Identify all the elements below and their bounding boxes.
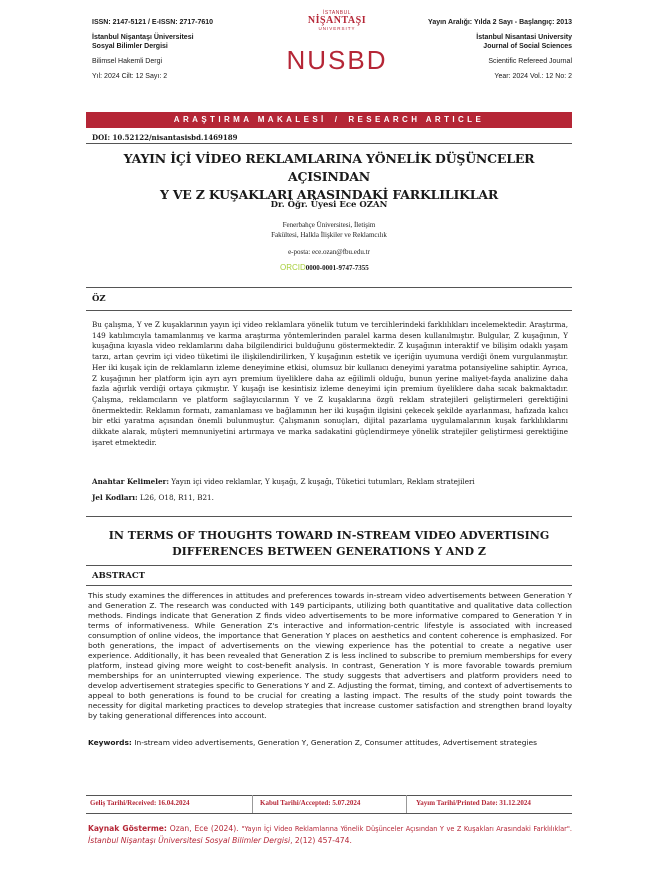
citation-journal: İstanbul Nişantaşı Üniversitesi Sosyal Bilimler Dergisi bbox=[88, 836, 291, 845]
abstract-heading: ABSTRACT bbox=[92, 571, 145, 581]
date-separator bbox=[252, 795, 253, 813]
logo-istanbul: İSTANBUL bbox=[322, 10, 352, 16]
title-en-line1: IN TERMS OF THOUGHTS TOWARD IN-STREAM VIDEO ADVERTISING bbox=[108, 529, 550, 542]
doi[interactable]: DOI: 10.52122/nisantasisbd.1469189 bbox=[92, 133, 238, 142]
refereed-en: Scientific Refereed Journal bbox=[488, 58, 572, 65]
oz-heading: ÖZ bbox=[92, 294, 106, 304]
author-name: Dr. Öğr. Üyesi Ece OZAN bbox=[270, 200, 388, 210]
citation-title: "Yayın İçi Video Reklamlarına Yönelik Düşünceler Açısından Y ve Z Kuşakları Arasındaki Farklılıklar". bbox=[241, 825, 572, 833]
jel-value: L26, O18, R11, B21. bbox=[139, 493, 214, 502]
orcid[interactable] bbox=[280, 263, 369, 272]
frequency: Yayın Aralığı: Yılda 2 Sayı - Başlangıç: 2013 bbox=[428, 19, 572, 26]
journal-name-en-1: İstanbul Nisantasi University bbox=[476, 34, 572, 41]
journal-logo bbox=[262, 6, 412, 75]
accepted-date: Kabul Tarihi/Accepted: 5.07.2024 bbox=[260, 799, 361, 807]
keywords-en bbox=[88, 738, 572, 748]
keywords-tr bbox=[92, 477, 568, 487]
printed-date: Yayım Tarihi/Printed Date: 31.12.2024 bbox=[416, 799, 531, 807]
title-en-line2: DIFFERENCES BETWEEN GENERATIONS Y AND Z bbox=[172, 545, 486, 558]
jel-codes bbox=[92, 493, 568, 503]
author-email[interactable]: e-posta: ece.ozan@fbu.edu.tr bbox=[288, 248, 370, 256]
divider bbox=[86, 813, 572, 814]
title-tr-line1: YAYIN İÇİ VİDEO REKLAMLARINA YÖNELİK DÜŞÜNCELER AÇISINDAN bbox=[123, 151, 535, 184]
abstract-text: This study examines the differences in attitudes and preferences towards in-stream video advertisements between Generation Y and Generation Z. The research was conducted with 149 participants, utilizing both quantitative and qualitative data collection methods. Findings indicate that Generation Z finds video advertisements to be more informative compared to Generation Y in terms of informativeness. While Generation Z's interactive and information-centric lifestyle is associated with increased consumption of online videos, the importance that Generation Y places on aesthetics and content coherence is emphasized. For both generations, the impact of advertisements on the viewing experience has the potential to create a negative user experience. Additionally, it has been revealed that Generation Z is less inclined to subscribe to premium memberships for every platform, instead giving more weight to cost-benefit analysis. In contrast, Generation Y is more favorable towards premium memberships for an uninterrupted viewing experience. The study suggests that advertisers and platform providers need to develop advertisement strategies specific to Generations Y and Z. Adjusting the format, timing, and context of advertisements to appeal to both generations is found to be crucial for creating a lasting impact. The results of the study point towards the necessity for digital marketing practices to develop strategies that increase customer satisfaction and strengthen brand loyalty by taking generational differences into account. bbox=[88, 591, 572, 720]
citation bbox=[88, 823, 572, 846]
divider bbox=[86, 516, 572, 517]
article-type-bar bbox=[86, 112, 572, 128]
logo-nisantasi: NİŞANTAŞI bbox=[307, 15, 367, 26]
received-date: Geliş Tarihi/Received: 16.04.2024 bbox=[90, 799, 190, 807]
affiliation-line1: Fenerbahçe Üniversitesi, İletişim bbox=[282, 221, 376, 229]
issue-tr: Yıl: 2024 Cilt: 12 Sayı: 2 bbox=[92, 73, 168, 80]
keywords-en-label: Keywords: bbox=[88, 738, 132, 747]
journal-name-tr-1: İstanbul Nişantaşı Üniversitesi bbox=[92, 34, 194, 41]
issn: ISSN: 2147-5121 / E-ISSN: 2717-7610 bbox=[92, 19, 214, 26]
header-left bbox=[92, 18, 272, 81]
header-right bbox=[392, 18, 572, 81]
author-affiliation bbox=[86, 220, 572, 240]
divider bbox=[86, 310, 572, 311]
logo-university: UNIVERSITY bbox=[318, 26, 356, 31]
refereed-tr: Bilimsel Hakemli Dergi bbox=[92, 58, 163, 65]
article-type-sep: / bbox=[334, 115, 341, 124]
title-tr bbox=[86, 150, 572, 204]
orcid-icon: ORCID bbox=[280, 263, 306, 272]
divider bbox=[86, 287, 572, 288]
dates-bar bbox=[86, 795, 572, 813]
article-type-tr: ARAŞTIRMA MAKALESİ bbox=[173, 115, 327, 124]
journal-name-en-2: Journal of Social Sciences bbox=[483, 43, 572, 50]
issue-en: Year: 2024 Vol.: 12 No: 2 bbox=[494, 73, 572, 80]
keywords-en-value: In-stream video advertisements, Generation Y, Generation Z, Consumer attitudes, Advertisement strategies bbox=[134, 738, 537, 747]
divider bbox=[86, 565, 572, 566]
divider bbox=[86, 143, 572, 144]
citation-volume: , 2(12) 457-474. bbox=[290, 836, 352, 845]
article-type-en: RESEARCH ARTICLE bbox=[348, 115, 485, 124]
keywords-tr-label: Anahtar Kelimeler: bbox=[92, 477, 169, 486]
citation-label: Kaynak Gösterme: bbox=[88, 824, 167, 833]
logo-nusbd: NUSBD bbox=[286, 45, 388, 75]
title-en bbox=[86, 528, 572, 560]
orcid-id: 0000-0001-9747-7355 bbox=[305, 264, 369, 272]
citation-authors: Ozan, Ece (2024). bbox=[169, 824, 239, 833]
journal-name-tr-2: Sosyal Bilimler Dergisi bbox=[92, 43, 168, 50]
title-tr-line2: Y VE Z KUŞAKLARI ARASINDAKİ FARKLILIKLAR bbox=[159, 187, 499, 202]
affiliation-line2: Fakültesi, Halkla İlişkiler ve Reklamcılık bbox=[271, 231, 387, 239]
date-separator bbox=[406, 795, 407, 813]
oz-text: Bu çalışma, Y ve Z kuşaklarının yayın içi video reklamlara yönelik tutum ve tercihlerindeki farklılıkları incelemektedir. Araştırma, 149 katılımcıyla tamamlanmış ve karma araştırma yöntemlerinden paralel karma desen kullanılmıştır. Bulgular, Z kuşağının, Y kuşağına kıyasla video reklamlarını daha bilgilendirici bulduğunu göstermektedir. Z kuşağının interaktif ve bilişim odaklı yaşam tarzı, artan çevrim içi video tüketimi ile ilişkilendirilirken, Y kuşağının estetik ve içeriğin uyumuna verdiği önem vurgulanmıştır. Her iki kuşak için de reklamların izleme deneyimine etkisi, olumsuz bir kullanıcı deneyimi yaratma potansiyeline sahiptir. Ayrıca, Z kuşağının her platform için ayrı ayrı premium üyeliklere daha az eğilimli olduğu, bunun yerine maliyet-fayda analizine daha fazla ağırlık verdiği ortaya çıkmıştır. Y kuşağı ise kesintisiz izleme deneyimi için premium üyeliklere daha sıcak bakmaktadır. Çalışma, reklamcıların ve platform sağlayıcılarının Y ve Z kuşaklarına özgü reklam stratejileri geliştirmeleri gerektiğini önermektedir. Reklamın formatı, zamanlaması ve bağlamının her iki kuşağın ilgisini çekecek şekilde ayarlanması, hafızada kalıcı bir etki yaratma açısından önemli bulunmuştur. Çalışmanın sonuçları, dijital pazarlama uygulamalarının kuşak farklılıklarını dikkate alarak, müşteri memnuniyetini artırmaya ve marka sadakatini güçlendirmeye yönelik stratejiler geliştirmesi gerektiğine işaret etmektedir. bbox=[92, 320, 568, 447]
keywords-tr-value: Yayın içi video reklamlar, Y kuşağı, Z kuşağı, Tüketici tutumları, Reklam stratejileri bbox=[171, 477, 475, 486]
divider bbox=[86, 585, 572, 586]
jel-label: Jel Kodları: bbox=[92, 493, 138, 502]
